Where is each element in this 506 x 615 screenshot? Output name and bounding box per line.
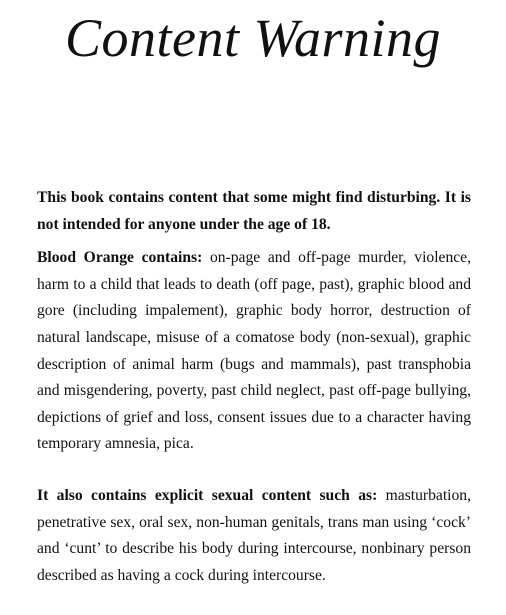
warning-body (37, 185, 471, 589)
page-title: Content Warning (64, 8, 442, 68)
warnings-paragraph (37, 245, 471, 458)
sexual-content-paragraph (37, 483, 471, 589)
intro-paragraph: This book contains content that some might find disturbing. It is not intended for anyone under the age of 18. (37, 189, 471, 233)
sexual-content-lead: It also contains explicit sexual content such as: (37, 486, 378, 504)
warnings-text: on-page and off-page murder, violence, harm to a child that leads to death (off page, past), graphic blood and gore (including impalement), graphic body horror, destruction of natural landscape, misuse of a comatose body (non-sexual), graphic description of animal harm (bugs and mammals), past transphobia and misgendering, poverty, past child neglect, past off-page bullying, depictions of grief and loss, consent issues due to a character having temporary amnesia, pica. (37, 249, 471, 453)
warnings-lead: Blood Orange contains: (37, 249, 203, 267)
sexual-content-text: masturbation, penetrative sex, oral sex, non-human genitals, trans man using ‘cock’ and ‘cunt’ to describe his body during intercourse, nonbinary person described as having a cock during intercourse. (37, 486, 471, 584)
